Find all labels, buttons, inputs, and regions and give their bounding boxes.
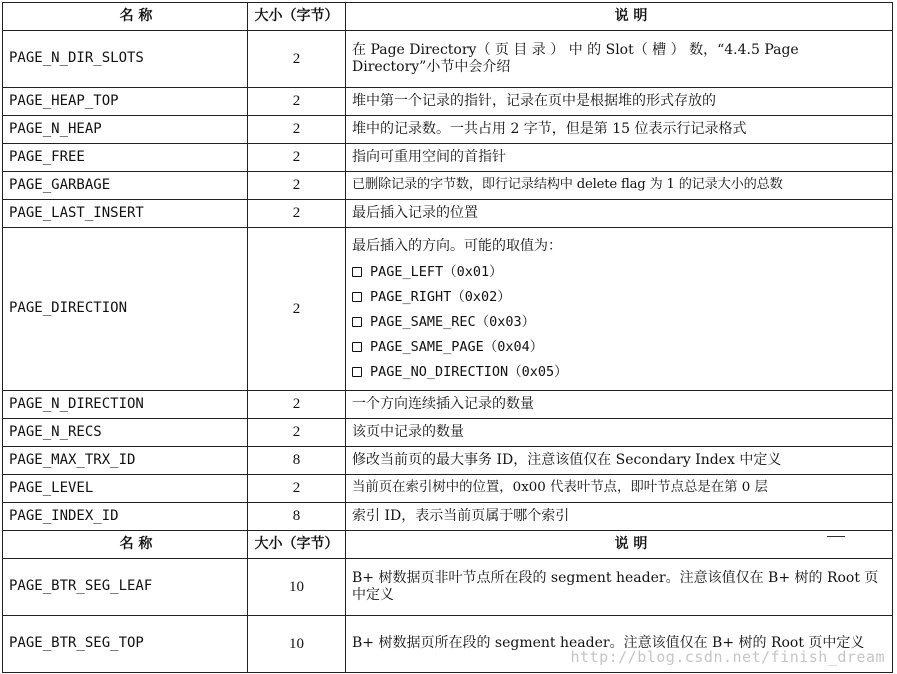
option-label: PAGE_SAME_REC（0x03）: [370, 314, 536, 330]
field-name: PAGE_N_DIR_SLOTS: [3, 31, 248, 88]
field-name: PAGE_HEAP_TOP: [3, 88, 248, 116]
checkbox-bullet-icon: [352, 267, 362, 277]
table-row: [3, 391, 893, 419]
field-name: PAGE_BTR_SEG_LEAF: [3, 559, 248, 616]
header-size: 大小（字节）: [248, 531, 346, 559]
field-desc: 修改当前页的最大事务 ID，注意该值仅在 Secondary Index 中定义: [346, 447, 893, 475]
field-desc: 当前页在索引树中的位置，0x00 代表叶节点，即叶节点总是在第 0 层: [346, 475, 893, 503]
field-desc: B+ 树数据页非叶节点所在段的 segment header。注意该值仅在 B+ 树的 Root 页中定义: [346, 559, 893, 616]
field-name: PAGE_N_HEAP: [3, 116, 248, 144]
field-size: 2: [248, 200, 346, 228]
checkbox-bullet-icon: [352, 367, 362, 377]
table-row: [3, 200, 893, 228]
field-size: 2: [248, 419, 346, 447]
field-name: PAGE_N_RECS: [3, 419, 248, 447]
option-label: PAGE_SAME_PAGE（0x04）: [370, 339, 544, 355]
direction-options: [352, 260, 886, 385]
checkbox-bullet-icon: [352, 342, 362, 352]
table-row: [3, 144, 893, 172]
list-item: [352, 285, 886, 310]
field-size: 2: [248, 88, 346, 116]
list-item: [352, 260, 886, 285]
checkbox-bullet-icon: [352, 292, 362, 302]
table-row: [3, 419, 893, 447]
option-label: PAGE_LEFT（0x01）: [370, 264, 503, 280]
list-item: [352, 360, 886, 385]
field-desc-direction: [346, 228, 893, 391]
watermark: http://blog.csdn.net/finish_dream: [570, 648, 885, 666]
field-size: 8: [248, 503, 346, 531]
field-size: 2: [248, 475, 346, 503]
field-desc: 索引 ID，表示当前页属于哪个索引: [346, 503, 893, 531]
header-desc: 说 明: [346, 531, 893, 559]
field-name: PAGE_BTR_SEG_TOP: [3, 616, 248, 673]
direction-intro: 最后插入的方向。可能的取值为：: [352, 238, 562, 254]
table-row: [3, 503, 893, 531]
field-desc: 在 Page Directory（ 页 目 录 ） 中 的 Slot（ 槽 ） 数，“4.4.5 Page Directory”小节中会介绍: [346, 31, 893, 88]
table-row: [3, 172, 893, 200]
table-row: [3, 475, 893, 503]
table-row: [3, 559, 893, 616]
field-name: PAGE_LEVEL: [3, 475, 248, 503]
table-row-direction: [3, 228, 893, 391]
field-desc: 指向可重用空间的首指针: [346, 144, 893, 172]
field-name: PAGE_DIRECTION: [3, 228, 248, 391]
field-desc: B+ 树数据页所在段的 segment header。注意该值仅在 B+ 树的 Root 页中定义: [346, 616, 893, 673]
field-size: 8: [248, 447, 346, 475]
table-row: [3, 88, 893, 116]
page-header-table: [2, 2, 893, 673]
field-name: PAGE_FREE: [3, 144, 248, 172]
table-row: [3, 116, 893, 144]
header-name: 名 称: [3, 3, 248, 31]
field-desc: 堆中的记录数。一共占用 2 字节，但是第 15 位表示行记录格式: [346, 116, 893, 144]
field-desc: 该页中记录的数量: [346, 419, 893, 447]
dash-mark: [827, 536, 845, 537]
table-row: [3, 31, 893, 88]
field-desc: 最后插入记录的位置: [346, 200, 893, 228]
table-header-row: [3, 3, 893, 31]
field-desc: 堆中第一个记录的指针，记录在页中是根据堆的形式存放的: [346, 88, 893, 116]
field-size: 10: [248, 559, 346, 616]
header-name: 名 称: [3, 531, 248, 559]
field-size: 10: [248, 616, 346, 673]
header-size: 大小（字节）: [248, 3, 346, 31]
table-header-row-repeat: [3, 531, 893, 559]
field-size: 2: [248, 31, 346, 88]
field-size: 2: [248, 172, 346, 200]
field-name: PAGE_MAX_TRX_ID: [3, 447, 248, 475]
option-label: PAGE_RIGHT（0x02）: [370, 289, 511, 305]
list-item: [352, 335, 886, 360]
table-row: [3, 447, 893, 475]
field-name: PAGE_LAST_INSERT: [3, 200, 248, 228]
checkbox-bullet-icon: [352, 317, 362, 327]
header-desc: 说 明: [346, 3, 893, 31]
field-desc: 已删除记录的字节数，即行记录结构中 delete flag 为 1 的记录大小的总数: [346, 172, 893, 200]
field-name: PAGE_GARBAGE: [3, 172, 248, 200]
field-size: 2: [248, 144, 346, 172]
field-name: PAGE_INDEX_ID: [3, 503, 248, 531]
field-size: 2: [248, 116, 346, 144]
option-label: PAGE_NO_DIRECTION（0x05）: [370, 364, 568, 380]
list-item: [352, 310, 886, 335]
field-desc: 一个方向连续插入记录的数量: [346, 391, 893, 419]
field-size: 2: [248, 228, 346, 391]
field-size: 2: [248, 391, 346, 419]
field-name: PAGE_N_DIRECTION: [3, 391, 248, 419]
